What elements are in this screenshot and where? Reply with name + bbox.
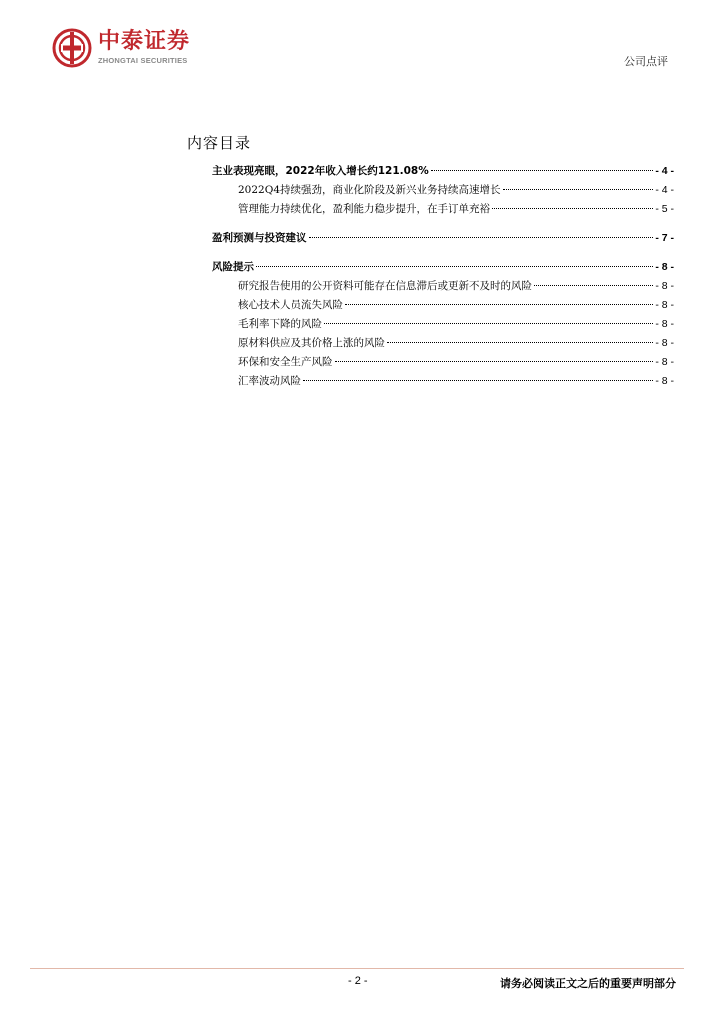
toc-entry-page: - 8 - — [655, 356, 674, 368]
toc-entry[interactable] — [212, 373, 674, 392]
toc-leader-dots — [335, 361, 654, 362]
toc-entry[interactable] — [212, 163, 674, 182]
toc-leader-dots — [256, 266, 653, 267]
toc-leader-dots — [309, 237, 654, 238]
toc-entry-page: - 7 - — [655, 232, 674, 244]
toc-entry[interactable] — [212, 259, 674, 278]
toc-entry-label: 风险提示 — [212, 261, 254, 273]
table-of-contents — [212, 163, 674, 392]
toc-entry-label: 核心技术人员流失风险 — [238, 299, 343, 311]
toc-leader-dots — [303, 380, 653, 381]
toc-entry[interactable] — [212, 278, 674, 297]
toc-entry-label: 管理能力持续优化，盈利能力稳步提升，在手订单充裕 — [238, 203, 490, 215]
toc-entry[interactable] — [212, 201, 674, 220]
toc-entry[interactable] — [212, 230, 674, 249]
toc-leader-dots — [324, 323, 653, 324]
toc-leader-dots — [387, 342, 653, 343]
toc-title: 内容目录 — [187, 134, 252, 152]
toc-entry-page: - 8 - — [655, 280, 674, 292]
toc-entry-page: - 8 - — [655, 261, 674, 273]
toc-entry[interactable] — [212, 316, 674, 335]
toc-leader-dots — [345, 304, 653, 305]
toc-entry-page: - 4 - — [655, 165, 674, 177]
report-type-label: 公司点评 — [624, 55, 668, 68]
toc-entry[interactable] — [212, 297, 674, 316]
toc-entry-label: 环保和安全生产风险 — [238, 356, 333, 368]
toc-entry-page: - 8 - — [655, 299, 674, 311]
footer-divider — [30, 968, 684, 969]
toc-leader-dots — [431, 170, 654, 171]
toc-entry-label: 毛利率下降的风险 — [238, 318, 322, 330]
toc-entry-label: 原材料供应及其价格上涨的风险 — [238, 337, 385, 349]
toc-entry-page: - 8 - — [655, 318, 674, 330]
zhongtai-logo-icon — [52, 28, 92, 68]
toc-entry-page: - 5 - — [655, 203, 674, 215]
toc-entry[interactable] — [212, 335, 674, 354]
page-number: - 2 - — [348, 975, 368, 987]
toc-entry-label: 汇率波动风险 — [238, 375, 301, 387]
toc-entry[interactable] — [212, 354, 674, 373]
toc-leader-dots — [492, 208, 653, 209]
toc-entry-page: - 8 - — [655, 375, 674, 387]
toc-entry-label: 盈利预测与投资建议 — [212, 232, 307, 244]
toc-entry-label: 2022Q4持续强劲，商业化阶段及新兴业务持续高速增长 — [238, 184, 501, 196]
toc-entry-page: - 4 - — [655, 184, 674, 196]
company-logo — [52, 28, 190, 68]
toc-leader-dots — [503, 189, 654, 190]
company-name-cn: 中泰证券 — [98, 29, 191, 55]
toc-entry[interactable] — [212, 182, 674, 201]
footer-disclaimer: 请务必阅读正文之后的重要声明部分 — [500, 977, 676, 990]
toc-entry-page: - 8 - — [655, 337, 674, 349]
toc-entry-label: 主业表现亮眼，2022年收入增长约121.08% — [212, 165, 429, 177]
toc-entry-label: 研究报告使用的公开资料可能存在信息滞后或更新不及时的风险 — [238, 280, 532, 292]
company-name-en: ZHONGTAI SECURITIES — [98, 56, 188, 66]
toc-leader-dots — [534, 285, 653, 286]
